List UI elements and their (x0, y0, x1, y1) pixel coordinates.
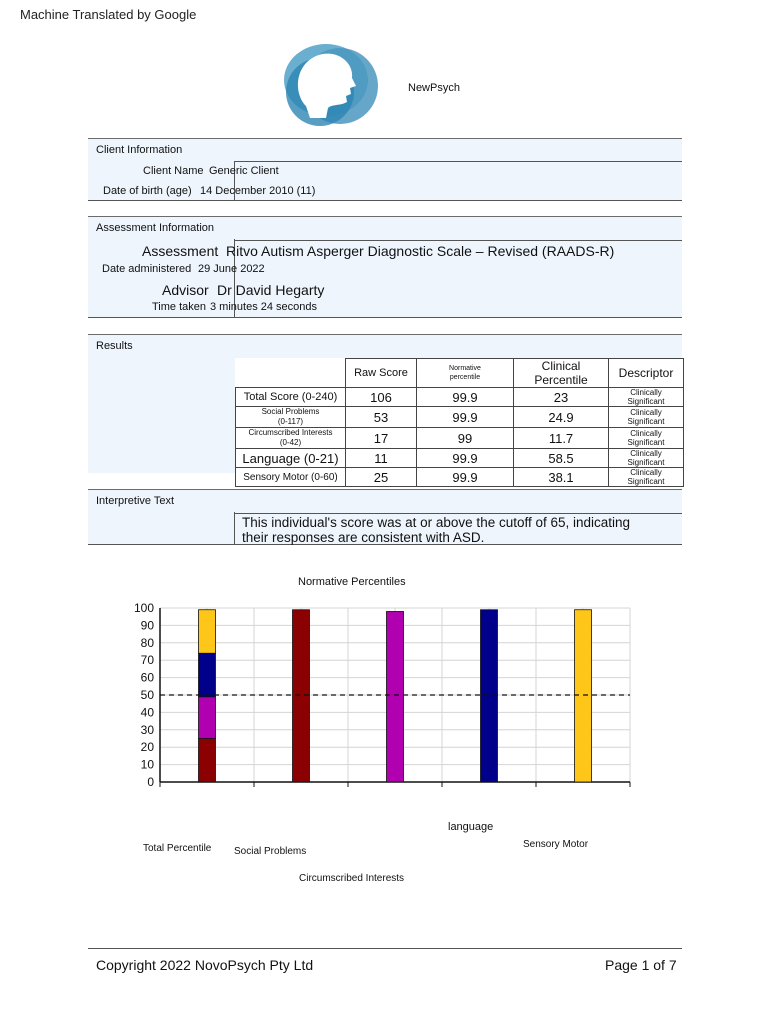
interpretive-line1: This individual's score was at or above the cutoff of 65, indicating (242, 515, 631, 530)
row-label: Total Score (0-240) (236, 388, 346, 407)
client-info-title: Client Information (96, 144, 183, 156)
dob-label: Date of birth (age) (103, 185, 192, 197)
results-corner (236, 359, 346, 388)
y-tick-label: 40 (140, 705, 154, 720)
y-tick-label: 50 (140, 688, 154, 702)
raw-score-cell: 53 (346, 407, 417, 428)
bar (293, 610, 310, 782)
time-taken-label: Time taken (152, 301, 207, 313)
y-tick-label: 60 (140, 670, 154, 685)
col-normative (417, 359, 514, 388)
col-clinical-percentile: Clinical Percentile (514, 359, 609, 388)
row-label (236, 407, 346, 428)
clinical-cell: 24.9 (514, 407, 609, 428)
descriptor-line2: Significant (627, 438, 665, 447)
translation-banner: Machine Translated by Google (20, 7, 197, 22)
clinical-cell: 38.1 (514, 468, 609, 487)
raw-score-cell: 25 (346, 468, 417, 487)
category-label: Circumscribed Interests (299, 873, 405, 884)
dob-value: 14 December 2010 (11) (200, 185, 316, 197)
category-label: Social Problems (234, 846, 307, 857)
footer-divider (88, 948, 682, 949)
row-label (236, 428, 346, 449)
normative-cell: 99.9 (417, 468, 514, 487)
descriptor-line2: Significant (627, 397, 665, 406)
clinical-cell: 11.7 (514, 428, 609, 449)
y-tick-label: 30 (140, 722, 154, 737)
page-number: Page 1 of 7 (605, 957, 677, 973)
raw-score-cell: 11 (346, 449, 417, 468)
descriptor-cell (609, 407, 684, 428)
row-label-line1: Social Problems (261, 407, 320, 416)
time-taken-value: 3 minutes 24 seconds (210, 301, 318, 313)
descriptor-cell (609, 388, 684, 407)
bar (481, 610, 498, 782)
row-label-line2: (0-42) (279, 438, 302, 447)
table-row (236, 428, 684, 449)
y-tick-label: 0 (147, 775, 154, 789)
results-title: Results (96, 340, 133, 352)
bar-segment (199, 739, 216, 783)
advisor-value: Dr David Hegarty (217, 282, 325, 298)
col-raw-score: Raw Score (346, 359, 417, 388)
raw-score-cell: 17 (346, 428, 417, 449)
date-administered-value: 29 June 2022 (198, 263, 265, 275)
descriptor-cell (609, 449, 684, 468)
y-tick-label: 100 (133, 601, 154, 615)
results-header-row (236, 359, 684, 388)
category-label: Sensory Motor (523, 839, 589, 850)
divider (234, 512, 235, 544)
client-info-header (88, 138, 682, 162)
table-row (236, 407, 684, 428)
descriptor-line1: Clinically (630, 429, 662, 438)
clinical-cell: 23 (514, 388, 609, 407)
raw-score-cell: 106 (346, 388, 417, 407)
y-tick-label: 90 (140, 618, 154, 633)
chart-title: Normative Percentiles (298, 576, 406, 588)
normative-percentiles-chart (120, 596, 640, 806)
y-tick-label: 70 (140, 653, 154, 668)
assessment-info-title: Assessment Information (96, 222, 214, 234)
bar-segment (199, 610, 216, 654)
divider (88, 200, 682, 201)
row-label: Sensory Motor (0-60) (236, 468, 346, 487)
copyright: Copyright 2022 NovoPsych Pty Ltd (96, 957, 314, 973)
clinical-cell: 58.5 (514, 449, 609, 468)
brand-name: NewPsych (408, 82, 460, 94)
advisor-label: Advisor (162, 282, 209, 298)
assessment-info-header (88, 216, 682, 240)
normative-cell: 99.9 (417, 449, 514, 468)
descriptor-line2: Significant (627, 458, 665, 467)
bar (387, 611, 404, 782)
divider (234, 513, 682, 514)
bar (575, 610, 592, 782)
table-row (236, 449, 684, 468)
y-tick-label: 80 (140, 635, 154, 650)
descriptor-line1: Clinically (630, 468, 662, 477)
bar-segment (199, 697, 216, 739)
head-logo-icon (276, 36, 378, 128)
interpretive-header (88, 489, 682, 513)
descriptor-cell (609, 468, 684, 487)
assessment-value: Ritvo Autism Asperger Diagnostic Scale – Revised (RAADS-R) (226, 243, 615, 259)
row-label-line1: Circumscribed Interests (248, 428, 333, 437)
category-label: language (448, 821, 494, 833)
interpretive-title: Interpretive Text (96, 495, 175, 507)
table-row (236, 388, 684, 407)
interpretive-line2: their responses are consistent with ASD. (242, 530, 485, 545)
col-normative-line1: Normative (449, 365, 481, 372)
assessment-label: Assessment (142, 243, 219, 259)
divider (234, 161, 682, 162)
descriptor-cell (609, 428, 684, 449)
normative-cell: 99.9 (417, 407, 514, 428)
descriptor-line2: Significant (627, 417, 665, 426)
y-tick-label: 10 (140, 757, 154, 772)
table-row (236, 468, 684, 487)
bar-segment (199, 653, 216, 697)
col-descriptor: Descriptor (609, 359, 684, 388)
client-name-value: Generic Client (209, 165, 279, 177)
row-label-line2: (0-117) (277, 417, 304, 426)
normative-cell: 99 (417, 428, 514, 449)
descriptor-line1: Clinically (630, 449, 662, 458)
client-name-label: Client Name (143, 165, 204, 177)
y-tick-label: 20 (140, 740, 154, 755)
descriptor-line1: Clinically (630, 408, 662, 417)
col-normative-line2: percentile (449, 374, 481, 381)
divider (88, 317, 682, 318)
results-header (88, 334, 682, 358)
descriptor-line1: Clinically (630, 388, 662, 397)
results-table (235, 358, 684, 487)
date-administered-label: Date administered (102, 263, 192, 275)
category-label: Total Percentile (143, 843, 212, 854)
row-label: Language (0-21) (236, 449, 346, 468)
descriptor-line2: Significant (627, 477, 665, 486)
divider (234, 240, 682, 241)
normative-cell: 99.9 (417, 388, 514, 407)
